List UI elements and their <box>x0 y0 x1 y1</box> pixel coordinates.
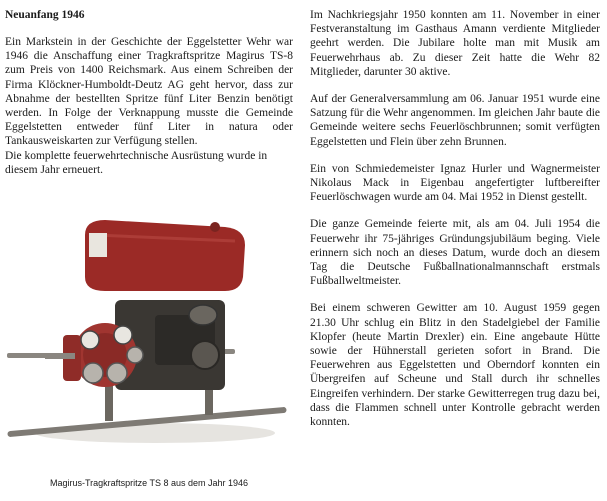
outlet-coupling-1 <box>107 363 127 383</box>
pump-photo <box>5 205 293 467</box>
carry-handle-left <box>45 353 75 359</box>
fire-pump-illustration <box>5 205 293 467</box>
intro-paragraph-2: Die komplette feuerwehrtechnische Ausrüstung wurde in diesem Jahr erneuert. <box>5 149 268 176</box>
section-heading: Neuanfang 1946 <box>5 9 85 21</box>
figure-caption: Magirus-Tragkraftspritze TS 8 aus dem Jahr 1946 <box>49 478 249 488</box>
tank-label-plate <box>89 233 107 257</box>
paragraph-1952: Ein von Schmiedemeister Ignaz Hurler und Wagnermeister Nikolaus Mack in Eigenbau angefertigter luftbereifter Feuerlöschwagen wurde am 04. Mai 1952 in Dienst gestellt. <box>310 162 600 204</box>
tank-cap <box>210 222 220 232</box>
left-column <box>5 8 293 177</box>
gauge-2 <box>114 326 132 344</box>
outlet-coupling-3 <box>127 347 143 363</box>
gauge-1 <box>81 331 99 349</box>
right-column <box>310 8 600 442</box>
frame-leg-1 <box>105 385 113 421</box>
paragraph-1954: Die ganze Gemeinde feierte mit, als am 04. Juli 1954 die Feuerwehr ihr 75-jähriges Gründungsjubiläum beging. Viele erinnern sich noch an dieses Datum, wurde doch an diesem Tag die Deutsche Fußballnationalmannschaft erstmals Fußballweltmeister. <box>310 218 600 288</box>
air-filter <box>189 305 217 325</box>
outlet-coupling-2 <box>83 363 103 383</box>
intro-paragraph: Ein Markstein in der Geschichte der Eggelstetter Wehr war 1946 die Anschaffung einer Tragkraftspritze Magirus TS-8 zum Preis von 1400 Reichsmark. Aus einem Schreiben der Firma Klöckner-Humboldt-Deutz AG geht hervor, dass zur Abnahme der bestellten Spritze fünf Liter Benzin benötigt werden. In Folge der Verknappung musste die Gemeinde Eggelstetten entweder fünf Liter in natura oder Tankausweiskarten zur Verfügung stellen. <box>5 36 293 148</box>
fuel-tank <box>85 220 245 291</box>
paragraph-1951: Auf der Generalversammlung am 06. Januar 1951 wurde eine Satzung für die Wehr angenommen. Im gleichen Jahr baute die Gemeinde weitere sechs Feuerlöschbrunnen; somit verfügten Eggelstetten und Flein über zehn Brunnen. <box>310 93 600 148</box>
paragraph-1959: Bei einem schweren Gewitter am 10. August 1959 gegen 21.30 Uhr schlug ein Blitz in den Stadelgiebel der Familie Klopfer (heute Martin Drexler) ein. Eine angebaute Hütte sowie der Hühnerstall gerieten sofort in Brand. Die Feuerwehren aus Eggelstetten und Oberndorf konnten ein Übergreifen auf Scheune und Stall durch ihr schnelles Eingreifen verhindern. Der starke Gewitterregen trug dazu bei, dass die Flammen schnell unter Kontrolle gebracht werden konnten. <box>310 302 600 429</box>
paragraph-1950: Im Nachkriegsjahr 1950 konnten am 11. November in einer Festveranstaltung im Gasthaus Amann verdiente Mitglieder geehrt werden. Die Jubilare holte man mit Musik am Feuerwehrhaus ab. Zu dieser Zeit hatte die Wehr 82 Mitglieder, darunter 30 aktive. <box>310 9 600 78</box>
flywheel-shape <box>191 341 219 369</box>
